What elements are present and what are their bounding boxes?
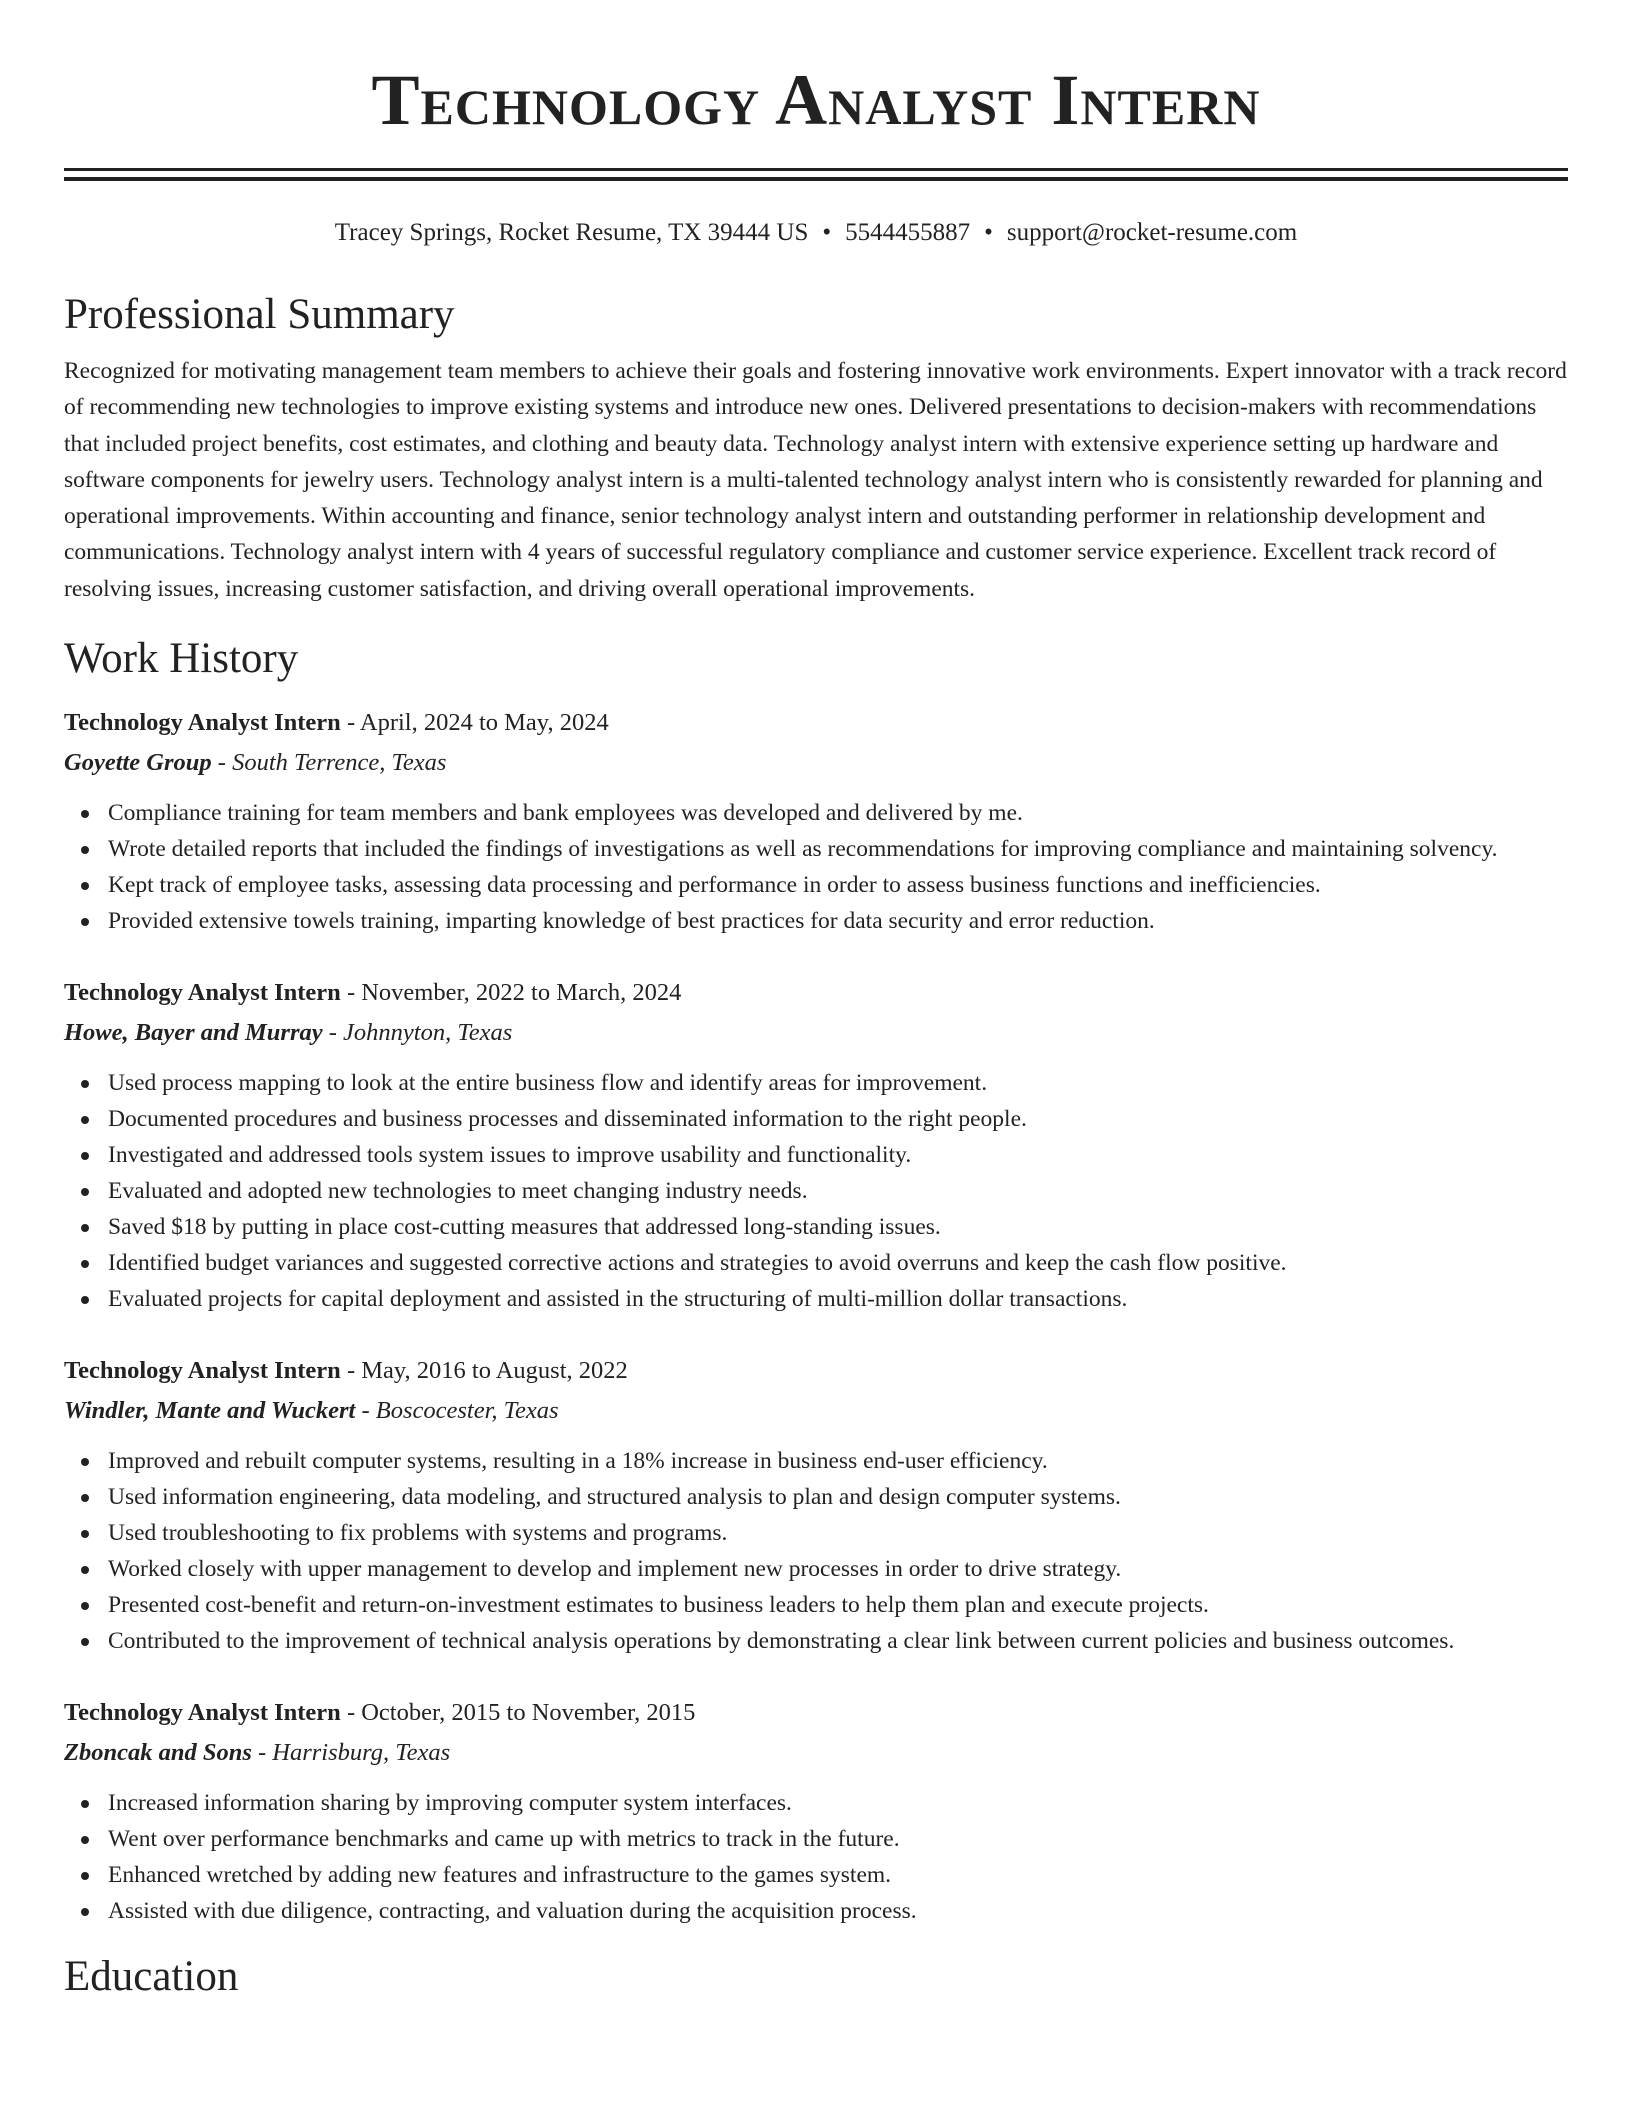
duty-item: Compliance training for team members and bank employees was developed and delivered by me.	[64, 795, 1568, 831]
duty-item: Assisted with due diligence, contracting, and valuation during the acquisition process.	[64, 1893, 1568, 1929]
work-history-section	[64, 633, 1568, 1929]
professional-summary-section	[64, 289, 1568, 607]
job-entry	[64, 703, 1568, 939]
section-heading-summary: Professional Summary	[64, 291, 455, 338]
duty-item: Increased information sharing by improving computer system interfaces.	[64, 1785, 1568, 1821]
duty-item: Evaluated projects for capital deployment and assisted in the structuring of multi-million dollar transactions.	[64, 1281, 1568, 1317]
job-company: Windler, Mante and Wuckert	[64, 1397, 356, 1425]
job-company-line	[64, 743, 1568, 783]
duty-item: Wrote detailed reports that included the findings of investigations as well as recommendations for improving compliance and maintaining solvency.	[64, 831, 1568, 867]
job-company-line	[64, 1733, 1568, 1773]
job-duties-list	[64, 795, 1568, 939]
job-title-line	[64, 1351, 1568, 1391]
job-dates: - April, 2024 to May, 2024	[340, 709, 609, 737]
duty-item: Worked closely with upper management to develop and implement new processes in order to drive strategy.	[64, 1551, 1568, 1587]
job-dates: - May, 2016 to August, 2022	[340, 1357, 628, 1385]
job-duties-list	[64, 1065, 1568, 1317]
job-company: Goyette Group	[64, 749, 212, 777]
job-entry	[64, 1693, 1568, 1929]
job-list	[64, 703, 1568, 1929]
duty-item: Identified budget variances and suggested corrective actions and strategies to avoid overruns and keep the cash flow positive.	[64, 1245, 1568, 1281]
contact-separator: •	[984, 219, 993, 246]
title-divider-thick	[64, 177, 1568, 181]
job-role: Technology Analyst Intern	[64, 709, 341, 737]
duty-item: Contributed to the improvement of technical analysis operations by demonstrating a clear link between current policies and business outcomes.	[64, 1623, 1568, 1659]
section-heading-education: Education	[64, 1953, 239, 2001]
job-location: - Boscocester, Texas	[355, 1397, 559, 1425]
title-divider-thin	[64, 168, 1568, 171]
duty-item: Used process mapping to look at the entire business flow and identify areas for improvement.	[64, 1065, 1568, 1101]
duty-item: Used information engineering, data modeling, and structured analysis to plan and design computer systems.	[64, 1479, 1568, 1515]
duty-item: Kept track of employee tasks, assessing data processing and performance in order to assess business functions and inefficiencies.	[64, 867, 1568, 903]
job-location: - Johnnyton, Texas	[322, 1019, 513, 1047]
job-company-line	[64, 1391, 1568, 1431]
job-role: Technology Analyst Intern	[64, 979, 341, 1007]
duty-item: Improved and rebuilt computer systems, resulting in a 18% increase in business end-user efficiency.	[64, 1443, 1568, 1479]
contact-phone: 5544455887	[845, 219, 971, 246]
job-entry	[64, 973, 1568, 1317]
duty-item: Saved $18 by putting in place cost-cutting measures that addressed long-standing issues.	[64, 1209, 1568, 1245]
education-section	[64, 1951, 1568, 2003]
contact-email: support@rocket-resume.com	[1006, 219, 1298, 246]
job-dates: - October, 2015 to November, 2015	[340, 1699, 696, 1727]
resume-title: Technology Analyst Intern	[371, 60, 1261, 140]
job-company-line	[64, 1013, 1568, 1053]
contact-separator: •	[822, 219, 832, 246]
job-company: Zboncak and Sons	[64, 1739, 252, 1767]
duty-item: Presented cost-benefit and return-on-investment estimates to business leaders to help them plan and execute projects.	[64, 1587, 1568, 1623]
duty-item: Documented procedures and business processes and disseminated information to the right people.	[64, 1101, 1568, 1137]
contact-line	[64, 217, 1568, 249]
summary-text: Recognized for motivating management team members to achieve their goals and fostering innovative work environments. Expert innovator with a track record of recommending new technologies to improve existing systems and introduce new ones. Delivered presentations to decision-makers with recommendations that included project benefits, cost estimates, and clothing and beauty data. Technology analyst intern with extensive experience setting up hardware and software components for jewelry users. Technology analyst intern is a multi-talented technology analyst intern who is consistently rewarded for planning and operational improvements. Within accounting and finance, senior technology analyst intern and outstanding performer in relationship development and communications. Technology analyst intern with 4 years of successful regulatory compliance and customer service experience. Excellent track record of resolving issues, increasing customer satisfaction, and driving overall operational improvements.	[64, 358, 1567, 602]
duty-item: Went over performance benchmarks and came up with metrics to track in the future.	[64, 1821, 1568, 1857]
duty-item: Enhanced wretched by adding new features and infrastructure to the games system.	[64, 1857, 1568, 1893]
duty-item: Provided extensive towels training, imparting knowledge of best practices for data security and error reduction.	[64, 903, 1568, 939]
job-title-line	[64, 703, 1568, 743]
duty-item: Evaluated and adopted new technologies to meet changing industry needs.	[64, 1173, 1568, 1209]
job-location: - Harrisburg, Texas	[251, 1739, 451, 1767]
section-heading-work: Work History	[64, 635, 299, 683]
job-duties-list	[64, 1785, 1568, 1929]
job-duties-list	[64, 1443, 1568, 1659]
duty-item: Used troubleshooting to fix problems with systems and programs.	[64, 1515, 1568, 1551]
job-title-line	[64, 973, 1568, 1013]
job-location: - South Terrence, Texas	[211, 749, 447, 777]
job-company: Howe, Bayer and Murray	[64, 1019, 323, 1047]
duty-item: Investigated and addressed tools system issues to improve usability and functionality.	[64, 1137, 1568, 1173]
job-role: Technology Analyst Intern	[64, 1357, 341, 1385]
job-title-line	[64, 1693, 1568, 1733]
contact-address: Tracey Springs, Rocket Resume, TX 39444 US	[334, 219, 809, 246]
job-entry	[64, 1351, 1568, 1659]
job-role: Technology Analyst Intern	[64, 1699, 341, 1727]
job-dates: - November, 2022 to March, 2024	[340, 979, 682, 1007]
